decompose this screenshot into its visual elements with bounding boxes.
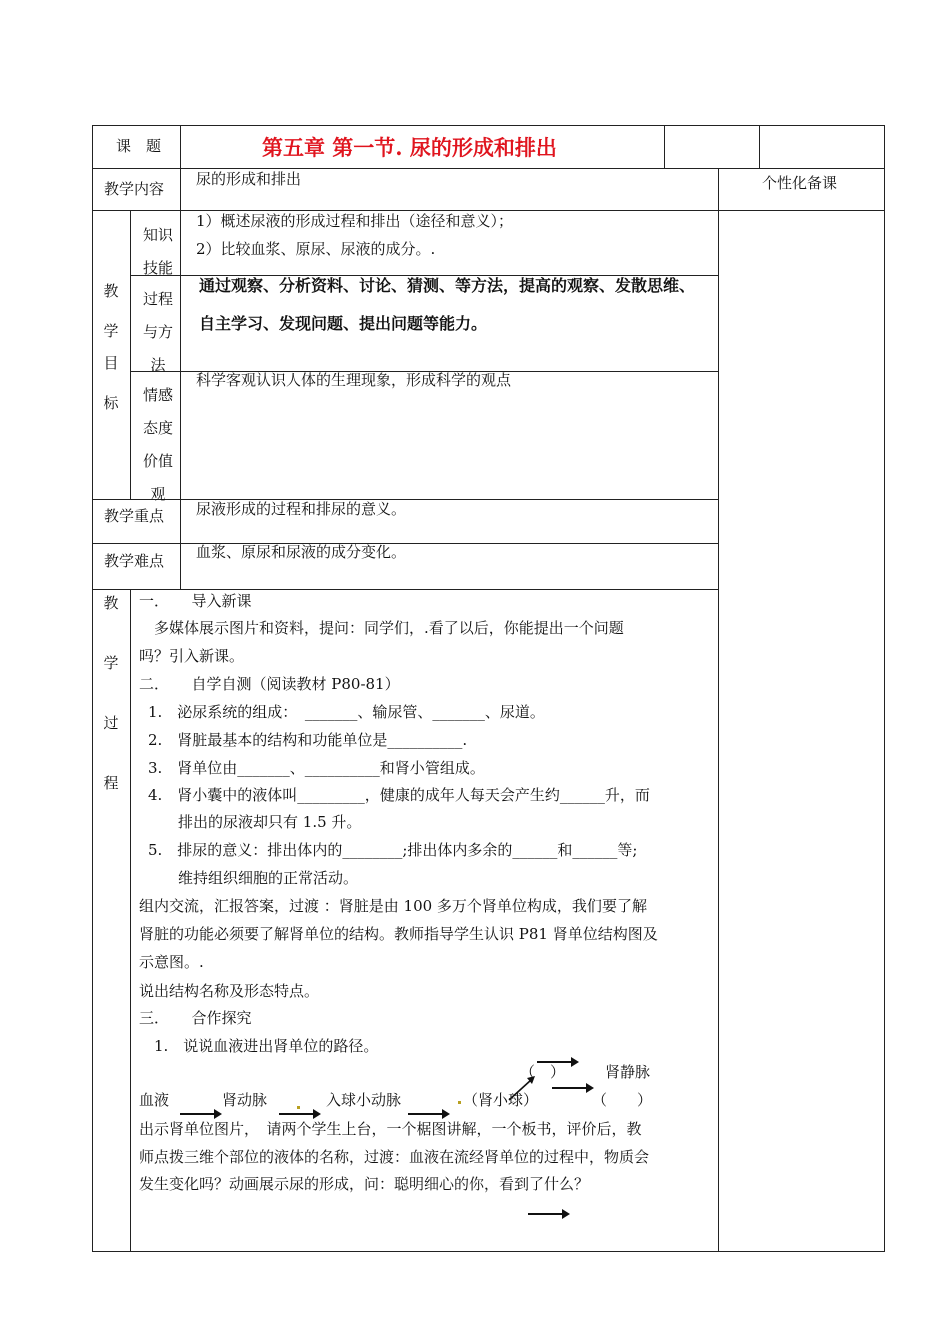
process-text-line: 出示肾单位图片， 请两个学生上台，一个椐图讲解，一个板书，评价后，教 <box>139 1120 642 1138</box>
knowledge-line-1: 1）概述尿液的形成过程和排出（途径和意义）； <box>196 212 514 230</box>
process-text-line: 肾脏的功能必须要了解肾单位的结构。教师指导学生认识 P81 肾单位结构图及 <box>139 925 658 943</box>
knowledge-line-2: 2）比较血浆、原尿、尿液的成分。. <box>196 240 436 258</box>
header-divider <box>664 125 665 168</box>
diagram-afferent-arteriole: 入球小动脉 <box>326 1091 402 1109</box>
diagram-upper-blank: （ ） <box>520 1063 566 1081</box>
table-top-border <box>92 125 885 126</box>
label-column-divider <box>180 125 181 211</box>
process-method-label: 过程 与方 法 <box>142 290 173 374</box>
emotion-label: 情感 态度 价值 观 <box>142 386 173 503</box>
key-point-value: 尿液形成的过程和排尿的意义。 <box>196 500 407 518</box>
diagram-blood: 血液 <box>139 1091 170 1109</box>
lesson-title: 第五章 第一节. 尿的形成和排出 <box>262 135 557 160</box>
process-text-line: 多媒体展示图片和资料，提问：同学们，.看了以后，你能提出一个问题 <box>139 619 624 637</box>
row-divider <box>92 589 718 590</box>
process-line-2: 自主学习、发现问题、提出问题等能力。 <box>199 314 488 333</box>
row-divider <box>92 210 885 211</box>
process-text-line: 排出的尿液却只有 1.5 升。 <box>148 813 362 831</box>
diagram-arrow <box>180 1113 220 1115</box>
side-column-divider <box>718 168 719 1252</box>
diagram-glomerulus: （肾小球） <box>463 1091 539 1109</box>
process-text-line: 维持组织细胞的正常活动。 <box>148 869 359 887</box>
diagram-renal-vein: 肾静脉 <box>605 1063 651 1081</box>
process-text-line: 一． 导入新课 <box>139 592 252 610</box>
diagram-arrow <box>552 1087 592 1089</box>
process-text-line: 4. 肾小囊中的液体叫_________，健康的成年人每天会产生约______升，而 <box>148 786 650 804</box>
table-bottom-border <box>92 1251 885 1252</box>
process-text-line: 二． 自学自测（阅读教材 P80-81） <box>139 675 400 693</box>
difficulty-label: 教学难点 <box>104 552 165 570</box>
process-text-line: 3. 肾单位由_______、__________和肾小管组成。 <box>148 759 485 777</box>
diagram-arrow <box>279 1113 319 1115</box>
header-divider <box>759 125 760 168</box>
table-left-border <box>92 125 93 1252</box>
process-text-line: 5. 排尿的意义：排出体内的________;排出体内多余的______和______等; <box>148 841 638 859</box>
row-divider <box>92 168 885 169</box>
process-text-line: 1. 泌尿系统的组成： _______、输尿管、_______、尿道。 <box>148 703 545 721</box>
label-column-divider <box>130 589 131 1252</box>
label-column-divider <box>130 210 131 499</box>
teaching-process-label: 教 学 过 程 <box>103 594 119 792</box>
diagram-renal-artery: 肾动脉 <box>222 1091 268 1109</box>
label-column-divider <box>180 210 181 590</box>
process-text-line: 1. 说说血液进出肾单位的路径。 <box>139 1037 379 1055</box>
key-point-label: 教学重点 <box>104 507 165 525</box>
process-text-line: 说出结构名称及形态特点。 <box>139 982 320 1000</box>
process-line-1: 通过观察、分析资料、讨论、猜测、等方法，提高的观察、发散思维、 <box>199 276 696 295</box>
diagram-lower-blank: （ ） <box>592 1091 653 1109</box>
emotion-line-1: 科学客观认识人体的生理现象，形成科学的观点 <box>196 371 512 389</box>
diagram-marker <box>297 1106 300 1109</box>
diagram-arrow <box>537 1061 577 1063</box>
process-text-line: 吗？引入新课。 <box>139 647 245 665</box>
diagram-marker <box>458 1101 461 1104</box>
topic-label: 课 题 <box>116 137 162 155</box>
process-text-line: 三． 合作探究 <box>139 1009 252 1027</box>
content-value: 尿的形成和排出 <box>196 170 302 188</box>
diagram-arrow <box>528 1213 568 1215</box>
objectives-label: 教 学 目 标 <box>103 282 119 412</box>
personal-prep-label: 个性化备课 <box>762 174 838 192</box>
diagram-arrow <box>408 1113 448 1115</box>
process-text-line: 2. 肾脏最基本的结构和功能单位是__________. <box>148 731 468 749</box>
table-right-border <box>884 125 885 1252</box>
knowledge-label: 知识 技能 <box>142 226 173 277</box>
content-label: 教学内容 <box>104 180 165 198</box>
process-text-line: 组内交流，汇报答案，过渡 ：肾脏是由 100 多万个肾单位构成，我们要了解 <box>139 897 647 915</box>
difficulty-value: 血浆、原尿和尿液的成分变化。 <box>196 543 407 561</box>
process-text-line: 发生变化吗？动画展示尿的形成，问：聪明细心的你，看到了什么？ <box>139 1175 590 1193</box>
process-text-line: 示意图。. <box>139 953 204 971</box>
process-text-line: 师点拨三维个部位的液体的名称，过渡：血液在流经肾单位的过程中，物质会 <box>139 1148 650 1166</box>
